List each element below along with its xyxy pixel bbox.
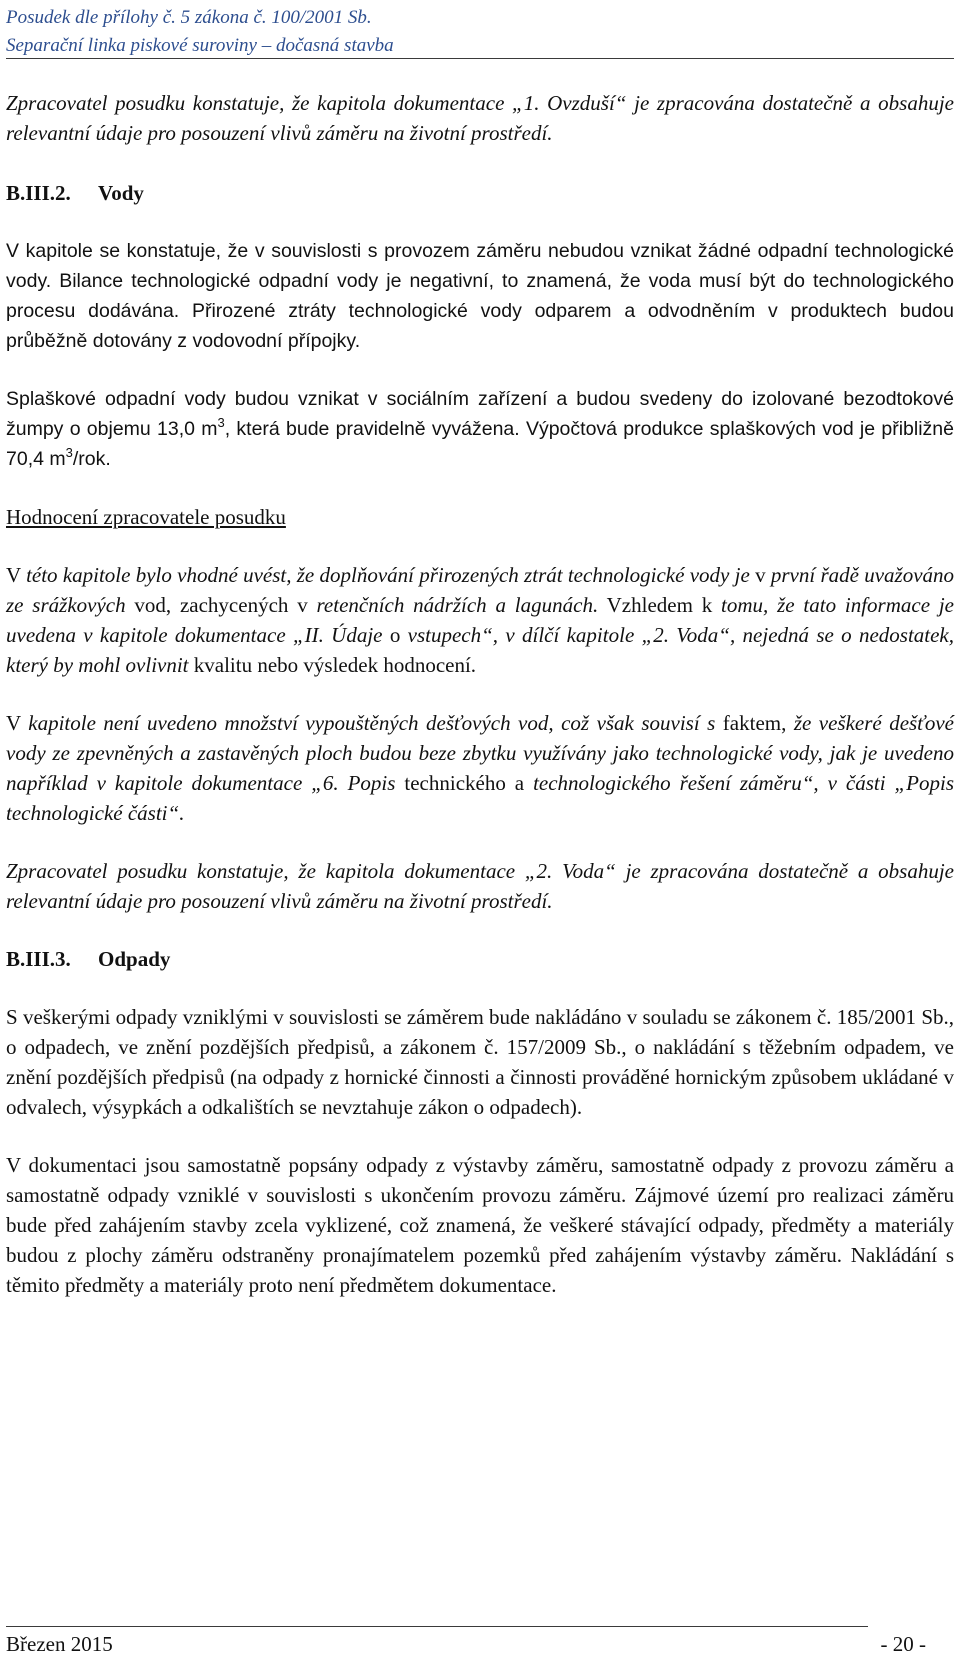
voda-conclusion: Zpracovatel posudku konstatuje, že kapitola dokumentace „2. Voda“ je zpracována dostatečně a obsahuje relevantní údaje pro posouzení vlivů záměru na životní prostředí. xyxy=(6,859,954,913)
evaluation-paragraph-2 xyxy=(6,708,954,828)
header-divider xyxy=(6,58,954,59)
page-body xyxy=(6,88,954,1300)
text-span: , která bude pravidelně vyvážena. Výpočtová produkce splaškových vod je přibližně 70,4 m xyxy=(6,418,954,470)
evaluation-heading: Hodnocení zpracovatele posudku xyxy=(6,505,286,529)
superscript: 3 xyxy=(217,415,225,430)
ovzdusi-conclusion: Zpracovatel posudku konstatuje, že kapitola dokumentace „1. Ovzduší“ je zpracována dostatečně a obsahuje relevantní údaje pro posouzení vlivů záměru na životní prostředí. xyxy=(6,91,954,145)
vody-paragraph: V kapitole se konstatuje, že v souvislosti s provozem záměru nebudou vznikat žádné odpadní technologické vody. Bilance technologické odpadní vody je negativní, to znamená, že voda musí být do technologického procesu dodávána. Přirozené ztráty technologické vody odparem a odvodněním v produktech budou průběžně dotovány z vodovodní přípojky. xyxy=(6,240,954,352)
text-span: této kapitole bylo vhodné uvést, že doplňování přirozených ztrát technologické vody je xyxy=(26,563,750,587)
page-number: - 20 - xyxy=(880,1632,926,1656)
odpady-paragraph-2: V dokumentaci jsou samostatně popsány odpady z výstavby záměru, samostatně odpady z provozu záměru a samostatně odpady vzniklé v souvislosti s ukončením provozu záměru. Zájmové území pro realizaci záměru bude před zahájením stavby zcela vyklizené, což znamená, že veškeré stávající odpady, předměty a materiály budou z plochy záměru odstraněny pronajímatelem pozemků před zahájením výstavby záměru. Nakládání s těmito předměty a materiály proto není předmětem dokumentace. xyxy=(6,1153,954,1297)
odpady-paragraph-1: S veškerými odpady vzniklými v souvislosti se záměrem bude nakládáno v souladu se zákonem č. 185/2001 Sb., o odpadech, ve znění pozdějších předpisů, a zákonem č. 157/2009 Sb., o nakládání s těžebním odpadem, ve znění pozdějších předpisů (na odpady z hornické činnosti a činnosti prováděné hornickým způsobem ukládané v odvalech, výsypkách a odkalištích se nevztahuje zákon o odpadech). xyxy=(6,1005,954,1119)
text-span: /rok. xyxy=(72,448,111,470)
text-span: vod, zachycených v xyxy=(125,593,317,617)
section-title: Vody xyxy=(98,181,144,205)
section-heading-odpady xyxy=(6,944,954,974)
text-span: Splaškové odpadní vody budou vznikat v sociálním zařízení a budou svedeny do izolované bezodtokové žumpy o objemu 13,0 m xyxy=(6,388,954,440)
evaluation-paragraph-1 xyxy=(6,560,954,680)
text-span: kapitole není uvedeno množství vypouštěných dešťových vod, což však souvisí s xyxy=(28,711,716,735)
text-span: faktem, xyxy=(715,711,794,735)
footer-date: Březen 2015 xyxy=(6,1632,113,1656)
text-span: v xyxy=(749,563,771,587)
text-span: V xyxy=(6,563,27,587)
section-heading-vody xyxy=(6,178,954,208)
section-title: Odpady xyxy=(98,947,171,971)
text-span: kvalitu nebo výsledek hodnocení. xyxy=(188,653,477,677)
page-header xyxy=(6,4,954,60)
text-span: technologického řešení záměru“, v části „Popis technologické části“. xyxy=(6,771,954,825)
header-document-title: Posudek dle přílohy č. 5 zákona č. 100/2001 Sb. xyxy=(6,7,372,28)
text-span: vstupech“, v dílčí kapitole „2. Voda“, nejedná se o nedostatek, který by mohl ovlivnit xyxy=(6,623,955,677)
text-span: Vzhledem k xyxy=(598,593,722,617)
text-span: V xyxy=(6,711,29,735)
section-number: B.III.2. xyxy=(6,181,71,205)
text-span: že veškeré dešťové vody ze zpevněných a zastavěných ploch budou beze zbytku využívány jako technologické vody, jak je uvedeno například v kapitole dokumentace „6. Popis xyxy=(6,711,954,795)
superscript: 3 xyxy=(65,445,73,460)
footer-divider xyxy=(6,1626,868,1627)
text-span: tomu, že tato informace je uvedena v kapitole dokumentace „II. Údaje xyxy=(6,593,954,647)
text-span: technického a xyxy=(395,771,534,795)
text-span: retenčních nádržích a lagunách. xyxy=(316,593,599,617)
text-span: první řadě uvažováno ze srážkových xyxy=(6,563,955,617)
text-span: o xyxy=(382,623,408,647)
section-number: B.III.3. xyxy=(6,947,71,971)
splaskove-vody-paragraph xyxy=(6,384,954,474)
header-project-title: Separační linka piskové suroviny – dočasná stavba xyxy=(6,35,394,56)
